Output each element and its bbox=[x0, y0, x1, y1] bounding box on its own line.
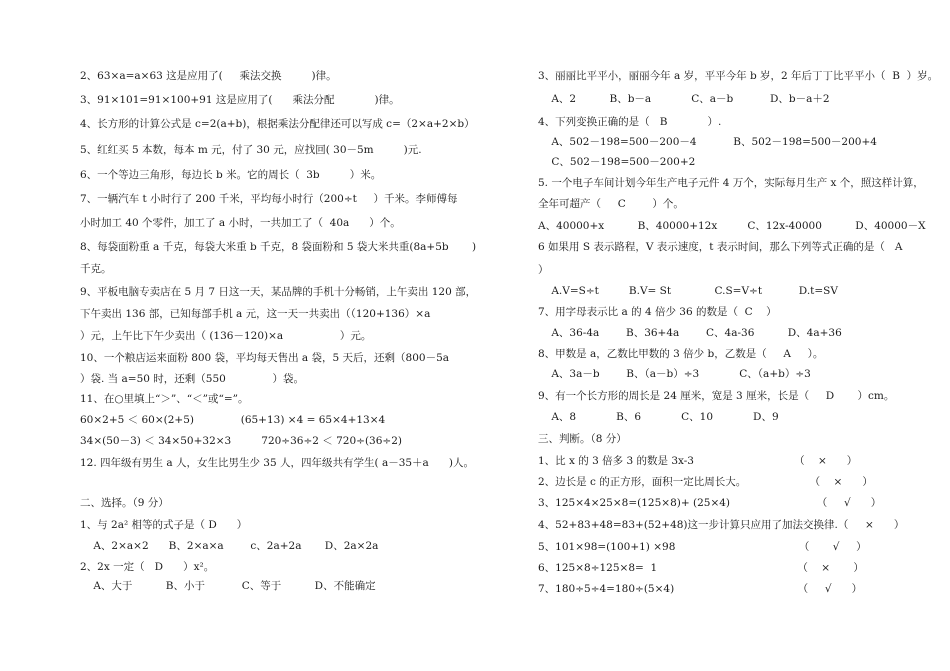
right-line-22: 4、52+83+48=83+(52+48)这一步计算只应用了加法交换律.（ × ） bbox=[538, 519, 905, 531]
right-line-24: 6、125×8÷125×8= 1 （ × ） bbox=[538, 562, 864, 574]
left-line-6: 7、一辆汽车 t 小时行了 200 千米，平均每小时行（200÷t ）千米。李师傅每 bbox=[80, 193, 458, 205]
left-line-11: 下午卖出 136 部，已知每部手机 a 元，这一天一共卖出（（120+136）×a bbox=[80, 308, 431, 320]
right-line-9: 6 如果用 S 表示路程，V 表示速度，t 表示时间，那么下列等式正确的是（ A bbox=[538, 241, 903, 253]
right-line-14: 8、甲数是 a，乙数比甲数的 3 倍少 b，乙数是（ A ）。 bbox=[538, 348, 824, 360]
left-line-14: ）袋. 当 a=50 时，还剩（550 ）袋。 bbox=[80, 373, 305, 385]
right-line-12: 7、用字母表示比 a 的 4 倍少 36 的数是（ C ） bbox=[538, 306, 777, 318]
right-line-18: 三、判断。（8 分） bbox=[538, 433, 627, 445]
right-line-6: 5. 一个电子车间计划今年生产电子元件 4 万个，实际每月生产 x 个，照这样计算， bbox=[538, 177, 924, 189]
right-line-16: 9、有一个长方形的周长是 24 厘米，宽是 3 厘米，长是（ D ）cm。 bbox=[538, 390, 895, 402]
right-line-8: A、40000+x B、40000+12x C、12x-40000 D、40000－X bbox=[538, 220, 926, 232]
left-line-8: 8、每袋面粉重 a 千克，每袋大米重 b 千克，8 袋面粉和 5 袋大米共重(8a+5b ) bbox=[80, 241, 477, 253]
right-line-13: A、36-4a B、36+4a C、4a-36 D、4a+36 bbox=[538, 327, 842, 339]
right-line-5: C、502－198=500－200+2 bbox=[538, 156, 696, 168]
left-line-23: 2、2x 一定（ D ）x²。 bbox=[80, 561, 215, 573]
left-line-1: 2、63×a=a×63 这是应用了( 乘法交换 )律。 bbox=[80, 70, 337, 82]
right-line-1: 3、丽丽比平平小，丽丽今年 a 岁，平平今年 b 岁，2 年后丁丁比平平小（ B ）岁。 bbox=[538, 70, 939, 82]
left-line-7: 小时加工 40 个零件，加工了 a 小时，一共加工了（ 40a ）个。 bbox=[80, 217, 401, 229]
right-line-4: A、502－198=500－200－4 B、502－198=500－200+4 bbox=[538, 136, 877, 148]
left-line-24: A、大于 B、小于 C、等于 D、不能确定 bbox=[80, 580, 376, 592]
right-line-10: ） bbox=[538, 264, 549, 276]
right-line-23: 5、101×98=(100+1) ×98 （ √ ） bbox=[538, 541, 867, 553]
left-line-4: 5、红红买 5 本数，每本 m 元，付了 30 元，应找回( 30－5m )元. bbox=[80, 144, 422, 156]
left-line-12: ）元，上午比下午少卖出（ (136－120)×a ）元。 bbox=[80, 330, 372, 342]
left-line-3: 4、长方形的计算公式是 c=2(a+b)，根据乘法分配律还可以写成 c=（2×a+2×b） bbox=[80, 118, 475, 130]
left-line-15: 11、在○里填上“＞”、“＜”或“=”。 bbox=[80, 393, 249, 405]
left-line-16: 60×2+5 ＜ 60×(2+5) (65+13) ×4 = 65×4+13×4 bbox=[80, 414, 386, 426]
right-line-19: 1、比 x 的 3 倍多 3 的数是 3x-3 （ × ） bbox=[538, 455, 858, 467]
left-line-17: 34×(50－3) ＜ 34×50+32×3 720÷36÷2 ＜ 720÷(36÷2) bbox=[80, 435, 402, 447]
left-line-2: 3、91×101=91×100+91 这是应用了( 乘法分配 )律。 bbox=[80, 94, 400, 106]
right-line-25: 7、180÷5÷4=180÷(5×4) （ √ ） bbox=[538, 583, 863, 595]
right-line-11: A.V=S÷t B.V= St C.S=V÷t D.t=SV bbox=[538, 285, 838, 297]
left-line-10: 9、平板电脑专卖店在 5 月 7 日这一天，某品牌的手机十分畅销，上午卖出 120 部， bbox=[80, 286, 477, 298]
left-line-18: 12. 四年级有男生 a 人，女生比男生少 35 人，四年级共有学生( a－35＋a )人。 bbox=[80, 457, 474, 469]
right-line-21: 3、125×4×25×8=(125×8)+ (25×4) （ √ ） bbox=[538, 497, 882, 509]
right-line-20: 2、边长是 c 的正方形，面积一定比周长大。 （ × ） bbox=[538, 476, 873, 488]
right-line-15: A、3a－b B、（a－b）÷3 C、（a+b）÷3 bbox=[538, 368, 811, 380]
right-line-3: 4、下列变换正确的是（ B ）. bbox=[538, 116, 722, 128]
left-line-21: 1、与 2a² 相等的式子是（ D ） bbox=[80, 519, 248, 531]
right-line-17: A、8 B、6 C、10 D、9 bbox=[538, 411, 779, 423]
right-line-2: A、2 B、b－a C、a－b D、b－a＋2 bbox=[538, 93, 830, 105]
left-line-22: A、2×a×2 B、2×a×a c、2a+2a D、2a×2a bbox=[80, 540, 379, 552]
left-line-5: 6、一个等边三角形，每边长 b 米。它的周长（ 3b ）米。 bbox=[80, 169, 382, 181]
left-line-20: 二、选择。（9 分） bbox=[80, 497, 169, 509]
left-line-9: 千克。 bbox=[80, 263, 112, 275]
right-line-7: 全年可超产（ C ）个。 bbox=[538, 198, 684, 210]
left-line-13: 10、一个粮店运来面粉 800 袋，平均每天售出 a 袋，5 天后，还剩（800－5a bbox=[80, 352, 450, 364]
